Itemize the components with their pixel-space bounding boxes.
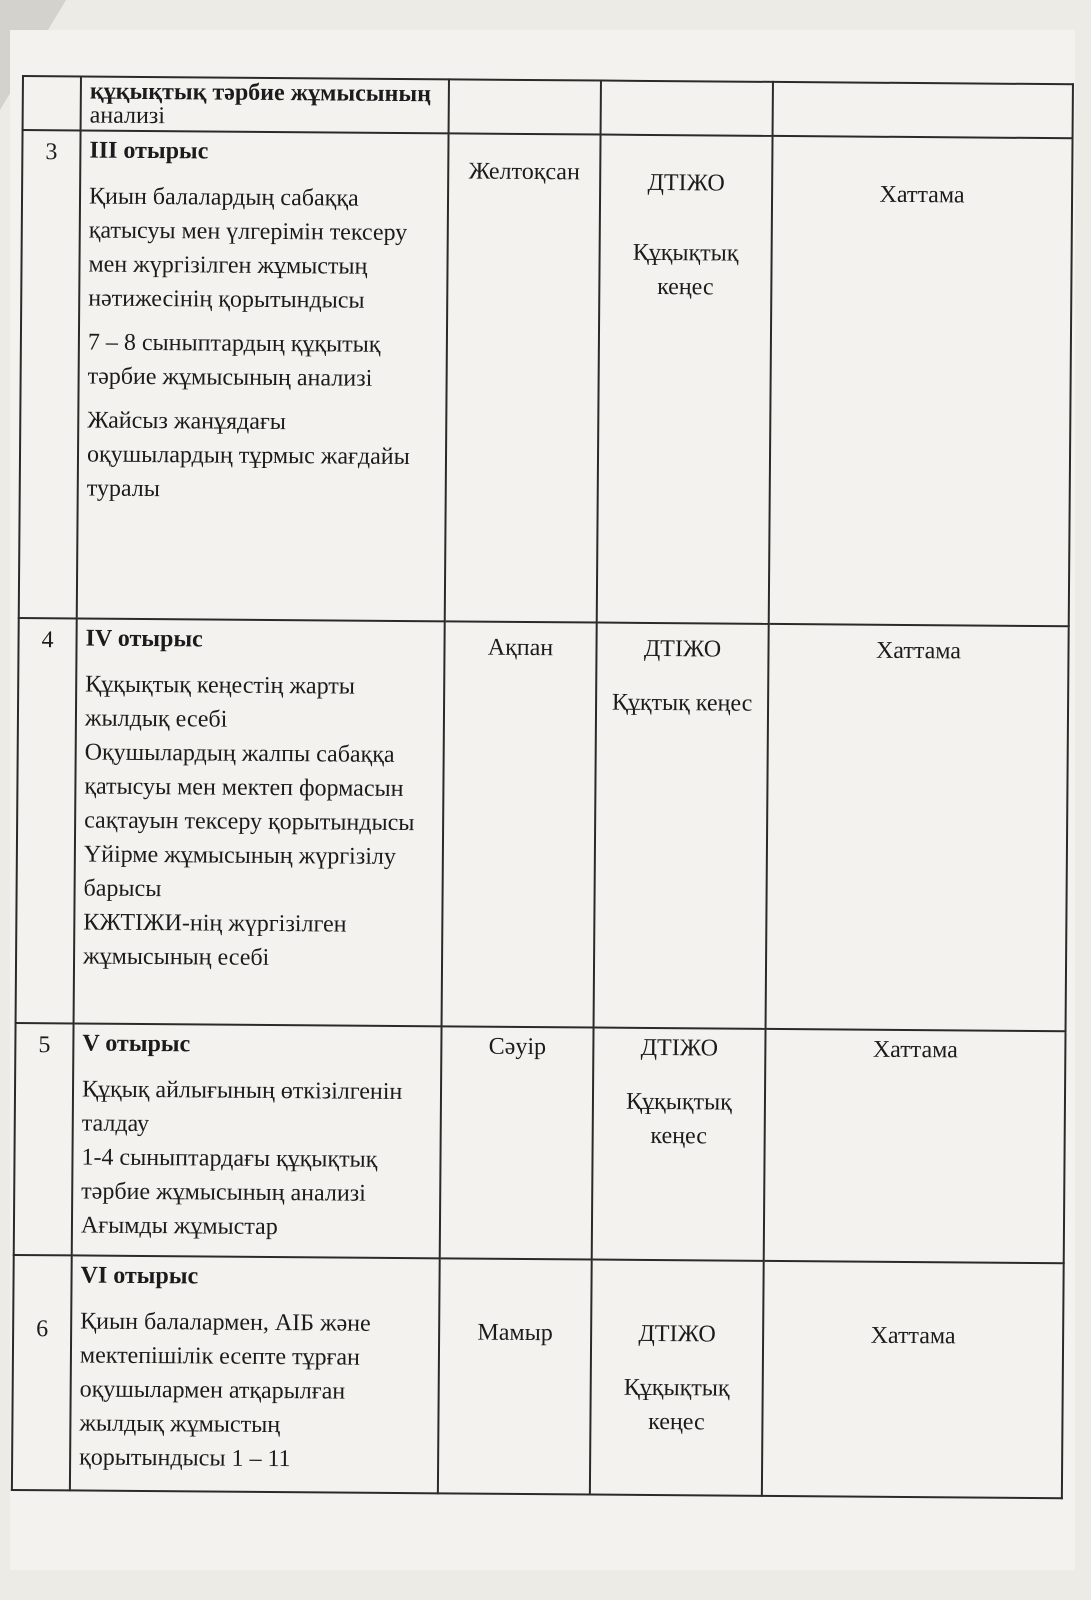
responsible-line: кеңес [657, 273, 714, 301]
result-cell: Хаттама [766, 624, 1069, 1031]
responsible-line: кеңес [648, 1408, 705, 1436]
responsible-line: ДТІЖО [647, 169, 725, 197]
table-row [23, 76, 1073, 138]
agenda-item: Ағымды жұмыстар [80, 1212, 278, 1241]
responsible-cell [601, 81, 773, 136]
topic-line: анализі [89, 102, 166, 130]
agenda-item: Қиын балалармен, АІБ және мектепішілік есепте тұрған оқушылармен атқарылған жылдық жұмыстың қорытындысы 1 – 11 [79, 1308, 371, 1473]
agenda-item: КЖТІЖИ-нің жүргізілген жұмысының есебі [82, 909, 347, 971]
result-cell: Хаттама [764, 1029, 1066, 1263]
topic-cell [72, 1023, 442, 1258]
topic-cell [77, 130, 449, 621]
agenda-item: Жайсыз жанұядағы оқушылардың тұрмыс жағдайы туралы [86, 407, 410, 503]
responsible-line: Құқықтық [632, 239, 739, 267]
table-row [14, 1023, 1066, 1263]
responsible-line: Құқықтық [623, 1374, 730, 1402]
topic-cell [74, 618, 445, 1026]
table-row [16, 618, 1069, 1031]
agenda-item: Құқық айлығының өткізілгенін талдау [81, 1076, 403, 1138]
row-number: 5 [14, 1023, 74, 1255]
responsible-cell [592, 1028, 766, 1261]
month-cell: Мамыр [438, 1258, 592, 1494]
agenda-item: Құқықтық кеңестің жарты жылдық есебі [84, 671, 356, 733]
result-cell [773, 82, 1073, 138]
responsible-line: Құқтық кеңес [611, 689, 753, 717]
topic-line: құқықтық тәрбие жұмысының [89, 78, 432, 108]
row-number: 6 [12, 1255, 72, 1490]
month-cell [449, 79, 601, 134]
agenda-item: 7 – 8 сыныптардың құқытық тәрбие жұмысының анализі [87, 329, 381, 392]
session-title: V отырыс [82, 1030, 191, 1058]
responsible-cell [597, 135, 773, 624]
responsible-line: кеңес [650, 1122, 708, 1150]
row-number: 4 [16, 618, 77, 1023]
month-cell: Желтоқсан [445, 133, 601, 622]
topic-cell [81, 76, 449, 133]
plan-table [11, 75, 1074, 1499]
table-row [12, 1255, 1064, 1498]
responsible-line: ДТІЖО [640, 1034, 719, 1062]
session-title: VІ отырыс [80, 1262, 199, 1290]
responsible-cell [594, 623, 769, 1029]
month-cell: Ақпан [442, 621, 597, 1027]
responsible-line: ДТІЖО [643, 635, 722, 663]
agenda-item: Оқушылардың жалпы сабаққа қатысуы мен мектеп формасын сақтауын тексеру қорытындысы [84, 739, 415, 837]
month-cell: Сәуір [440, 1026, 594, 1259]
table-row [19, 130, 1073, 626]
session-title: ІІІ отырыс [89, 137, 209, 165]
paper-sheet [10, 30, 1075, 1570]
agenda-item: Үйірме жұмысының жүргізілу барысы [83, 841, 397, 903]
agenda-item: Қиын балалардың сабаққа қатысуы мен үлгерімін тексеру мен жүргізілген жұмыстың нәтижесінің қорытындысы [88, 183, 408, 314]
responsible-cell [590, 1260, 764, 1496]
session-title: ІV отырыс [85, 625, 203, 653]
row-number: 3 [19, 130, 81, 618]
responsible-line: Құқықтық [625, 1088, 732, 1116]
result-cell: Хаттама [762, 1261, 1064, 1498]
result-cell: Хаттама [769, 136, 1073, 626]
responsible-line: ДТІЖО [638, 1320, 716, 1348]
topic-cell [70, 1255, 440, 1493]
row-number [23, 76, 81, 130]
agenda-item: 1-4 сыныптардағы құқықтық тәрбие жұмысының анализі [81, 1144, 378, 1207]
